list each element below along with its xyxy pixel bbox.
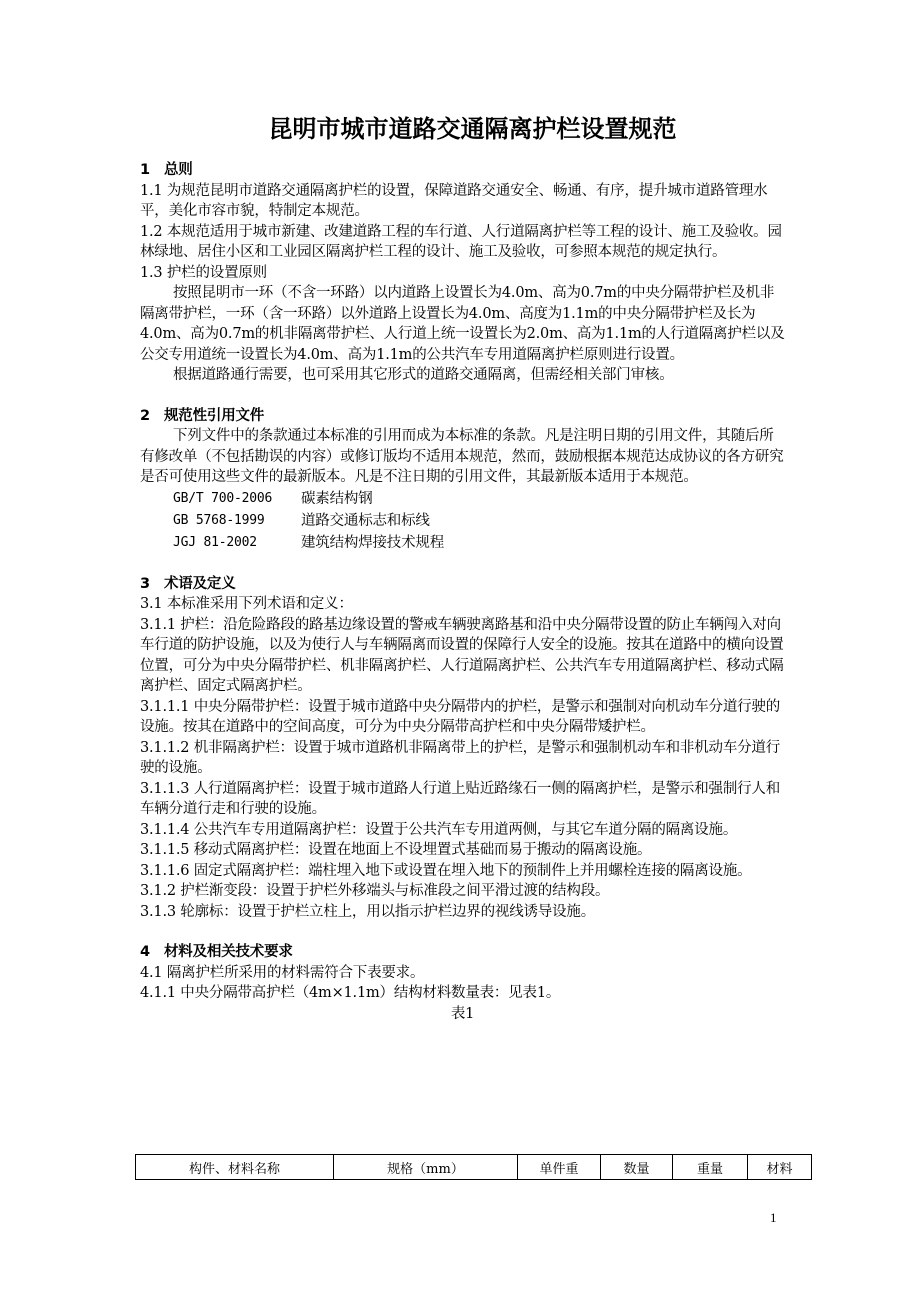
term-item: 3.1.1 护栏：沿危险路段的路基边缘设置的警戒车辆驶离路基和沿中央分隔带设置的防止车辆闯入对向车行道的防护设施，以及为使行人与车辆隔离而设置的保障行人安全的设施。按其在道路中的横向设置位置，可分为中央分隔带护栏、机非隔离护栏、人行道隔离护栏、公共汽车专用道隔离护栏、移动式隔离护栏、固定式隔离护栏。 xyxy=(140,616,784,694)
section-4-heading xyxy=(140,942,785,963)
section-number: 4 xyxy=(140,944,150,960)
table-header-cell: 单件重 xyxy=(518,1155,601,1180)
term-item: 3.1.3 轮廓标：设置于护栏立柱上，用以指示护栏边界的视线诱导设施。 xyxy=(140,903,596,920)
table-header-row xyxy=(136,1155,812,1180)
section-title: 总则 xyxy=(164,162,193,178)
reference-row xyxy=(140,510,785,532)
reference-name: 道路交通标志和标线 xyxy=(301,512,430,529)
section-title: 术语及定义 xyxy=(164,575,236,592)
section-3-heading xyxy=(140,574,785,595)
table-header-cell: 规格（mm） xyxy=(334,1155,518,1180)
section-1-heading xyxy=(140,160,785,181)
term-item: 3.1.1.3 人行道隔离护栏：设置于城市道路人行道上贴近路缘石一侧的隔离护栏，是警示和强制行人和车辆分道行走和行驶的设施。 xyxy=(140,780,781,817)
reference-code: JGJ 81-2002 xyxy=(173,534,257,550)
section-number: 1 xyxy=(140,162,150,178)
paragraph-1-3-principle: 按照昆明市一环（不含一环路）以内道路上设置长为4.0m、高为0.7m的中央分隔带护栏及机非隔离带护栏，一环（含一环路）以外道路上设置长为4.0m、高度为1.1m的中央分隔带护栏及长为4.0m、高为0.7m的机非隔离带护栏、人行道上统一设置长为2.0m、高为1.1m的人行道隔离护栏以及公交专用道统一设置长为4.0m、高为1.1m的公共汽车专用道隔离护栏原则进行设置。 xyxy=(140,285,785,363)
term-item: 3.1.1.4 公共汽车专用道隔离护栏：设置于公共汽车专用道两侧，与其它车道分隔的隔离设施。 xyxy=(140,821,738,838)
term-item: 3.1.1.6 固定式隔离护栏：端柱埋入地下或设置在埋入地下的预制件上并用螺栓连接的隔离设施。 xyxy=(140,862,752,879)
table-header-cell: 材料 xyxy=(748,1155,812,1180)
reference-code: GB 5768-1999 xyxy=(173,512,265,528)
paragraph-4-1: 4.1 隔离护栏所采用的材料需符合下表要求。 xyxy=(140,964,425,981)
section-number: 3 xyxy=(140,575,150,592)
paragraph-2-intro: 下列文件中的条款通过本标准的引用而成为本标准的条款。凡是注明日期的引用文件，其随后所有修改单（不包括勘误的内容）或修订版均不适用本规范，然而，鼓励根据本规范达成协议的各方研究是否可使用这些文件的最新版本。凡是不注日期的引用文件，其最新版本适用于本规范。 xyxy=(140,428,784,485)
table-header-cell: 构件、材料名称 xyxy=(136,1155,334,1180)
term-item: 3.1.1.2 机非隔离护栏：设置于城市道路机非隔离带上的护栏，是警示和强制机动车和非机动车分道行驶的设施。 xyxy=(140,739,781,776)
section-title: 材料及相关技术要求 xyxy=(164,944,293,960)
section-2-heading xyxy=(140,406,785,427)
paragraph-1-2: 1.2 本规范适用于城市新建、改建道路工程的车行道、人行道隔离护栏等工程的设计、施工及验收。园林绿地、居住小区和工业园区隔离护栏工程的设计、施工及验收，可参照本规范的规定执行。 xyxy=(140,223,782,260)
page-number: 1 xyxy=(770,1210,777,1225)
term-item: 3.1.1.5 移动式隔离护栏：设置在地面上不设埋置式基础而易于搬动的隔离设施。 xyxy=(140,842,652,858)
term-item: 3.1 本标准采用下列术语和定义： xyxy=(140,596,353,612)
table-header-cell: 重量 xyxy=(673,1155,748,1180)
table-header-cell: 数量 xyxy=(601,1155,673,1180)
table-caption: 表1 xyxy=(450,1005,475,1022)
reference-row xyxy=(140,532,785,554)
reference-row xyxy=(140,488,785,510)
reference-name: 建筑结构焊接技术规程 xyxy=(301,534,444,551)
section-number: 2 xyxy=(140,407,150,424)
document-title: 昆明市城市道路交通隔离护栏设置规范 xyxy=(268,115,677,143)
paragraph-1-1: 1.1 为规范昆明市道路交通隔离护栏的设置，保障道路交通安全、畅通、有序，提升城市道路管理水平，美化市容市貌，特制定本规范。 xyxy=(140,182,768,219)
paragraph-1-3: 1.3 护栏的设置原则 xyxy=(140,264,267,281)
reference-code: GB/T 700-2006 xyxy=(173,490,273,506)
materials-table xyxy=(135,1154,812,1180)
term-item: 3.1.1.1 中央分隔带护栏：设置于城市道路中央分隔带内的护栏，是警示和强制对向机动车分道行驶的设施。按其在道路中的空间高度，可分为中央分隔带高护栏和中央分隔带矮护栏。 xyxy=(140,698,781,735)
section-title: 规范性引用文件 xyxy=(164,407,265,424)
term-item: 3.1.2 护栏渐变段：设置于护栏外移端头与标准段之间平滑过渡的结构段。 xyxy=(140,883,610,899)
paragraph-1-3-alternative: 根据道路通行需要，也可采用其它形式的道路交通隔离，但需经相关部门审核。 xyxy=(173,367,674,383)
document-content xyxy=(140,112,785,1024)
reference-name: 碳素结构钢 xyxy=(301,490,373,507)
paragraph-4-1-1: 4.1.1 中央分隔带高护栏（4m×1.1m）结构材料数量表：见表1。 xyxy=(140,985,561,1001)
